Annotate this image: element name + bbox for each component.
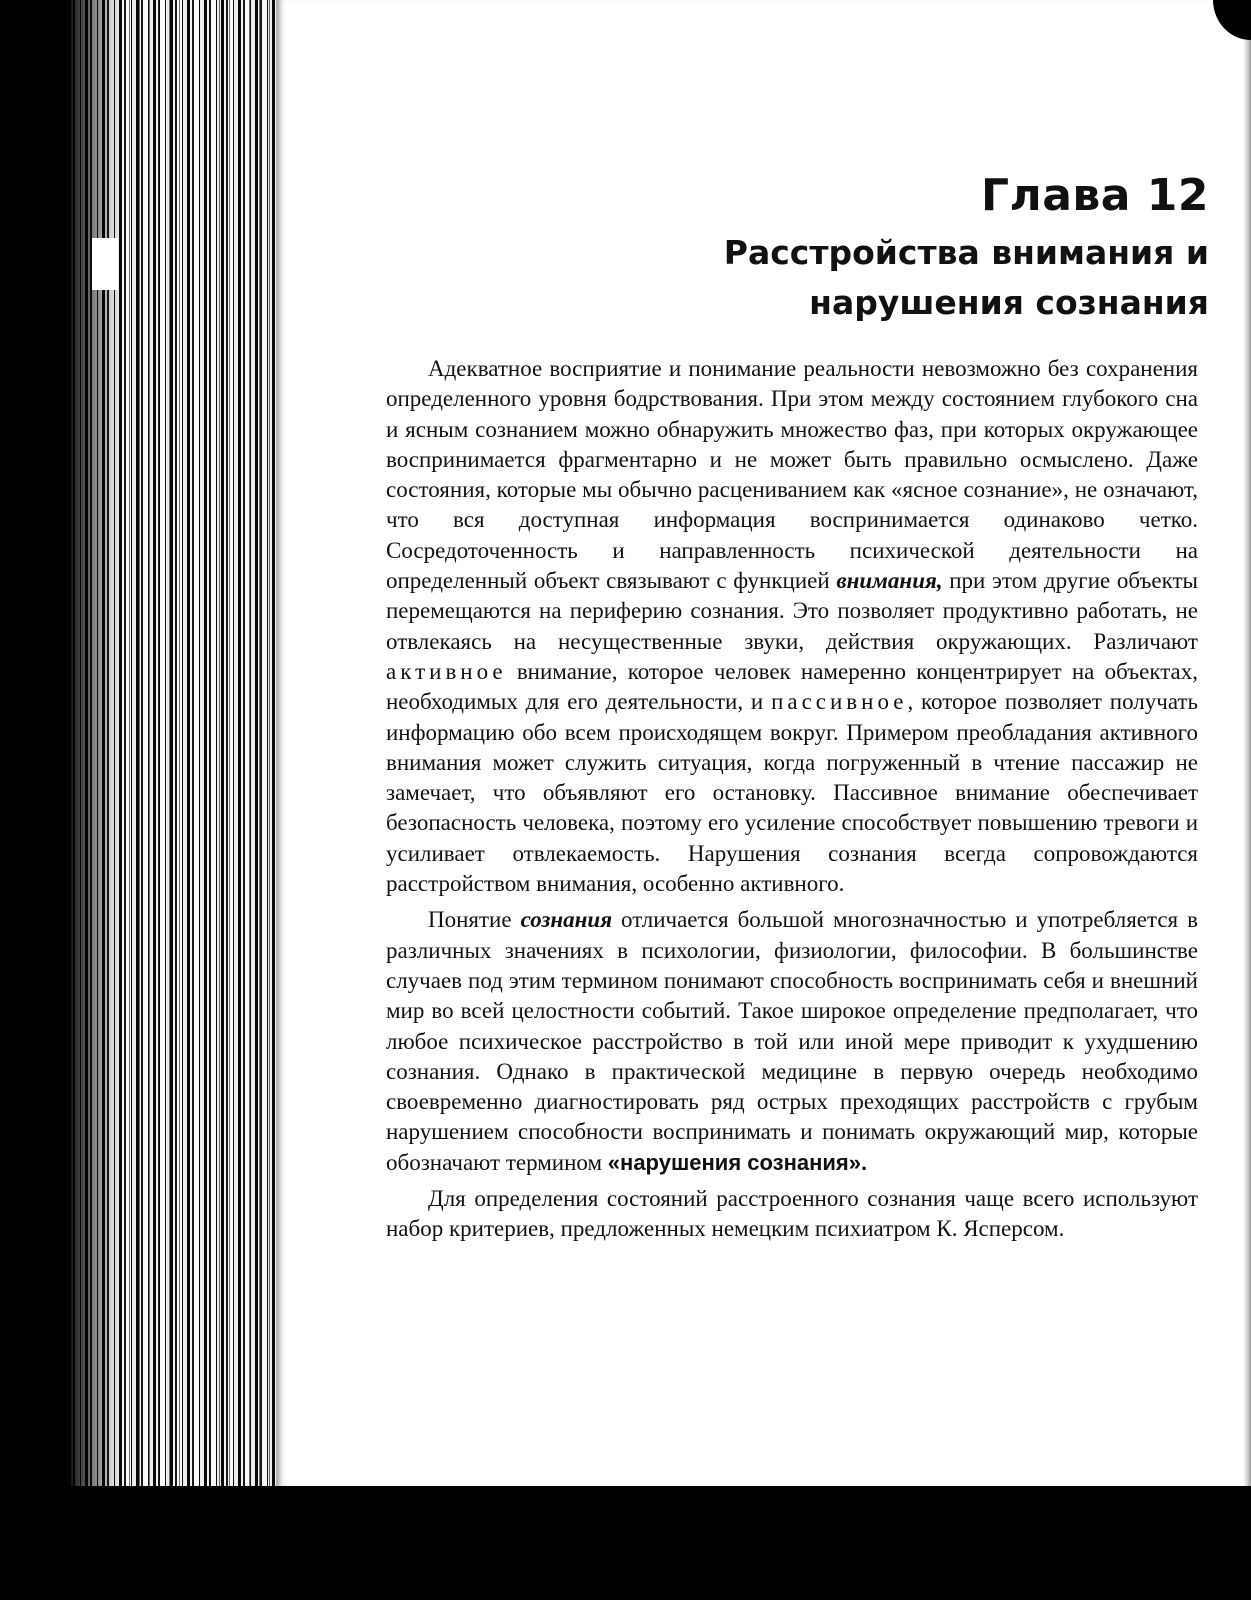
text-run: , которое позволяет получать информацию обо всем происходящем вокруг. Примером преобладания активного внимания может служить ситуация, когда погруженный в чтение пассажир не замечает, что объявляют его остановку. Пассивное внимание обеспечивает безопасность человека, поэтому его усиление способствует повышению тревоги и усиливает отвлекаемость. Нарушения сознания всегда сопровождаются расстройством внимания, особенно активного. [386, 689, 1198, 897]
term-active: активное [386, 658, 507, 684]
text-run: при этом другие объекты перемещаются на периферию сознания. Это позволяет продуктивно работать, не отвлекаясь на несущественные звуки, действия окружающих. Различают [386, 568, 1199, 654]
paragraph-2 [386, 905, 1198, 1178]
page-corner [1213, 0, 1251, 40]
term-attention: внимания, [836, 568, 943, 594]
text-run: Понятие [428, 907, 521, 933]
page-tab-marker [92, 238, 118, 290]
paragraph-3 [386, 1184, 1198, 1245]
text-run: Адекватное восприятие и понимание реальности невозможно без сохранения определенного уровня бодрствования. При этом между состоянием глубокого сна и ясным сознанием можно обнаружить множество фаз, при которых окружающее воспринимается фрагментарно и не может быть правильно осмыслено. Даже состояния, которые мы обычно расцениванием как «ясное сознание», не означают, что вся доступная информация воспринимается одинаково четко. Сосредоточенность и направленность психической деятельности на определенный объект связывают с функцией [386, 356, 1198, 594]
chapter-title: Расстройства внимания и нарушения сознания [723, 233, 1209, 322]
page-edge-lines [120, 0, 280, 1600]
scan-bottom-shadow [0, 1486, 1251, 1600]
term-passive: пассивное [771, 689, 908, 715]
paragraph-1 [386, 354, 1198, 899]
text-run: Для определения состояний расстроенного сознания чаще всего используют набор критериев, предложенных немецким психиатром К. Ясперсом. [386, 1186, 1198, 1242]
page-right-edge [1243, 40, 1251, 1486]
body-text [386, 354, 1198, 1251]
book-page [276, 0, 1251, 1486]
text-run: внимание, которое человек намеренно концентрирует на объектах, необходимых для его деятельности, и [386, 658, 1198, 715]
chapter-number: Глава 12 [980, 170, 1209, 221]
term-consciousness: сознания [520, 907, 613, 933]
term-consciousness-disorders: «нарушения сознания». [607, 1149, 868, 1175]
text-run: отличается большой многозначностью и употребляется в различных значениях в психологии, физиологии, философии. В большинстве случаев под этим термином понимают способность воспринимать себя и внешний мир во всей целостности событий. Такое широкое определение предполагает, что любое психическое расстройство в той или иной мере приводит к ухудшению сознания. Однако в практической медицине в первую очередь необходимо своевременно диагностировать ряд острых преходящих расстройств с грубым нарушением способности воспринимать и понимать окружающий мир, которые обозначают термином [386, 907, 1198, 1175]
